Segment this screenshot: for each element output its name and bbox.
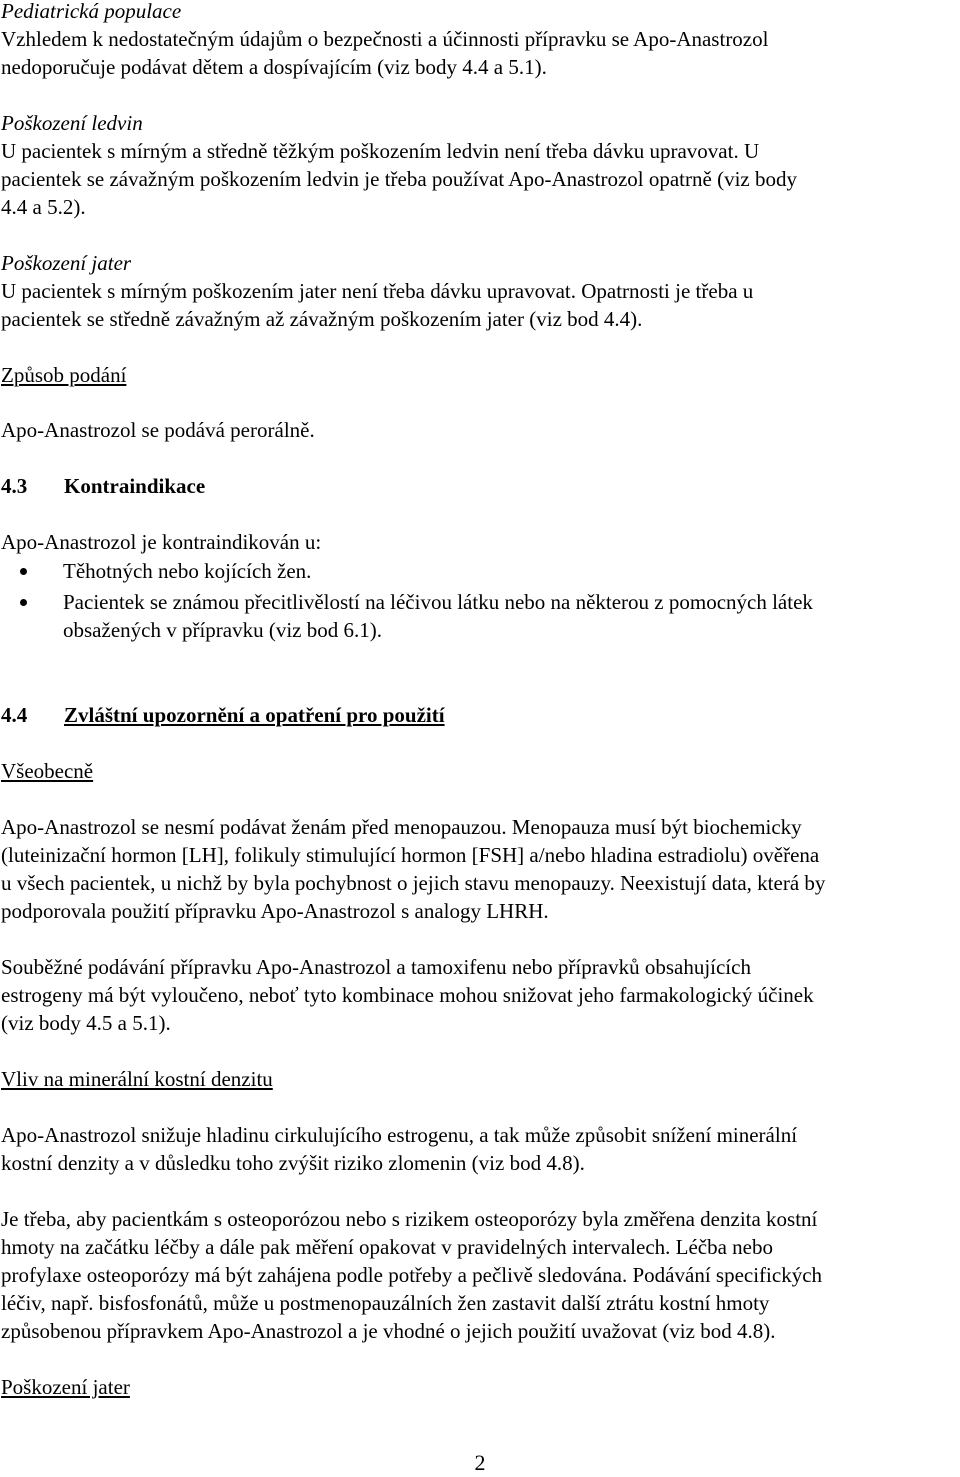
hepatic-heading: Poškození jater [1, 251, 132, 275]
bone-density-heading: Vliv na minerální kostní denzitu [1, 1067, 273, 1091]
bullet-2-text-line-1: Pacientek se známou přecitlivělostí na léčivou látku nebo na některou z pomocných látek [63, 590, 813, 614]
bullet-2-text-line-2: obsažených v přípravku (viz bod 6.1). [63, 618, 382, 642]
contraindication-intro: Apo-Anastrozol je kontraindikován u: [1, 530, 322, 554]
administration-text: Apo-Anastrozol se podává perorálně. [1, 418, 315, 442]
general-heading: Všeobecně [1, 759, 94, 783]
renal-line-1: U pacientek s mírným a středně těžkým poškozením ledvin není třeba dávku upravovat. U [1, 139, 760, 163]
bone-p3-line-1: Apo-Anastrozol snižuje hladinu cirkulujícího estrogenu, a tak může způsobit snížení minerální [1, 1123, 798, 1147]
renal-line-2: pacientek se závažným poškozením ledvin je třeba používat Apo-Anastrozol opatrně (viz body [1, 167, 797, 191]
page-number: 2 [474, 1450, 486, 1475]
bullet-dot-icon [20, 568, 27, 575]
section-4-4-title: Zvláštní upozornění a opatření pro použití [64, 703, 445, 727]
section-4-4-heading [1, 701, 959, 729]
pediatric-line-1: Vzhledem k nedostatečným údajům o bezpečnosti a účinnosti přípravku se Apo-Anastrozol [1, 27, 769, 51]
administration-heading: Způsob podání [1, 363, 127, 387]
hepatic-impairment-heading: Poškození jater [1, 1375, 130, 1399]
general-p2-line-1: Souběžné podávání přípravku Apo-Anastrozol a tamoxifenu nebo přípravků obsahujících [1, 955, 751, 979]
bone-p4-line-3: profylaxe osteoporózy má být zahájena podle potřeby a pečlivě sledována. Podávání specifických [1, 1263, 823, 1287]
section-4-4-number: 4.4 [1, 703, 28, 727]
pediatric-line-2: nedoporučuje podávat dětem a dospívajícím (viz body 4.4 a 5.1). [1, 55, 547, 79]
general-p1-line-2: (luteinizační hormon [LH], folikuly stimulující hormon [FSH] a/nebo hladina estradiolu) ověřena [1, 843, 820, 867]
general-p1-line-1: Apo-Anastrozol se nesmí podávat ženám před menopauzou. Menopauza musí být biochemicky [1, 815, 802, 839]
section-4-3-title: Kontraindikace [64, 474, 206, 498]
general-p1-line-3: u všech pacientek, u nichž by byla pochybnost o jejich stavu menopauzy. Neexistují data, která by [1, 871, 826, 895]
renal-line-3: 4.4 a 5.2). [1, 195, 86, 219]
bone-p4-line-2: hmoty na začátku léčby a dále pak měření opakovat v pravidelných intervalech. Léčba nebo [1, 1235, 773, 1259]
bone-p3-line-2: kostní denzity a v důsledku toho zvýšit riziko zlomenin (viz bod 4.8). [1, 1151, 585, 1175]
section-4-3-number: 4.3 [1, 474, 28, 498]
bullet-dot-icon [20, 599, 27, 606]
section-4-3-heading [1, 472, 959, 500]
pediatric-heading: Pediatrická populace [1, 0, 182, 23]
renal-heading: Poškození ledvin [1, 111, 143, 135]
hepatic-line-2: pacientek se středně závažným až závažným poškozením jater (viz bod 4.4). [1, 307, 643, 331]
bone-p4-line-1: Je třeba, aby pacientkám s osteoporózou nebo s rizikem osteoporózy byla změřena denzita kostní [1, 1207, 818, 1231]
general-p2-line-3: (viz body 4.5 a 5.1). [1, 1011, 171, 1035]
hepatic-line-1: U pacientek s mírným poškozením jater není třeba dávku upravovat. Opatrnosti je třeba u [1, 279, 754, 303]
general-p2-line-2: estrogeny má být vyloučeno, neboť tyto kombinace mohou snižovat jeho farmakologický účinek [1, 983, 814, 1007]
bullet-1-text: Těhotných nebo kojících žen. [63, 559, 312, 583]
bone-p4-line-5: způsobenou přípravkem Apo-Anastrozol a je vhodné o jejich použití uvažovat (viz bod 4.8). [1, 1319, 776, 1343]
bone-p4-line-4: léčiv, např. bisfosfonátů, může u postmenopauzálních žen zastavit další ztrátu kostní hmoty [1, 1291, 770, 1315]
general-p1-line-4: podporovala použití přípravku Apo-Anastrozol s analogy LHRH. [1, 899, 549, 923]
